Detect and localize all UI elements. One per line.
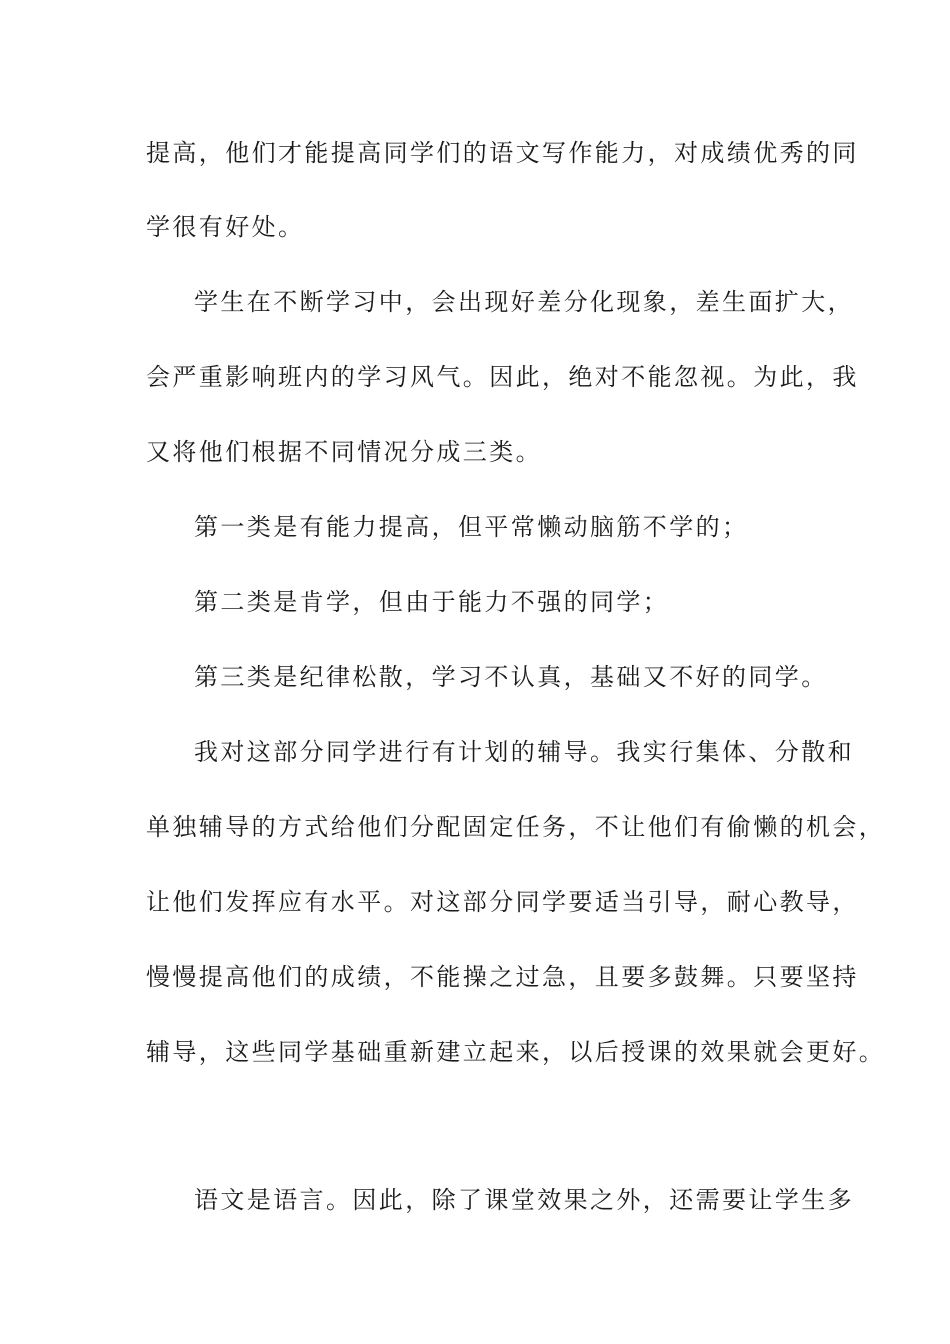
text-line: 慢慢提高他们的成绩，不能操之过急，且要多鼓舞。只要坚持: [146, 963, 859, 991]
list-item-category-1: 第一类是有能力提高，但平常懒动脑筋不学的；: [194, 513, 749, 541]
text-line: 会严重影响班内的学习风气。因此，绝对不能忽视。为此，我: [146, 363, 859, 391]
paragraph-start-line: 学生在不断学习中，会出现好差分化现象，差生面扩大，: [194, 288, 854, 316]
text-line: 学很有好处。: [146, 213, 305, 241]
list-item-category-3: 第三类是纪律松散，学习不认真，基础又不好的同学。: [194, 663, 828, 691]
list-item-category-2: 第二类是肯学，但由于能力不强的同学；: [194, 588, 670, 616]
text-line: 让他们发挥应有水平。对这部分同学要适当引导，耐心教导，: [146, 888, 859, 916]
text-line: 辅导，这些同学基础重新建立起来，以后授课的效果就会更好。: [146, 1038, 886, 1066]
paragraph-start-line: 语文是语言。因此，除了课堂效果之外，还需要让学生多: [194, 1186, 854, 1214]
text-line: 又将他们根据不同情况分成三类。: [146, 438, 542, 466]
text-line: 单独辅导的方式给他们分配固定任务，不让他们有偷懒的机会，: [146, 813, 886, 841]
text-line: 提高，他们才能提高同学们的语文写作能力，对成绩优秀的同: [146, 139, 859, 167]
paragraph-start-line: 我对这部分同学进行有计划的辅导。我实行集体、分散和: [194, 738, 854, 766]
